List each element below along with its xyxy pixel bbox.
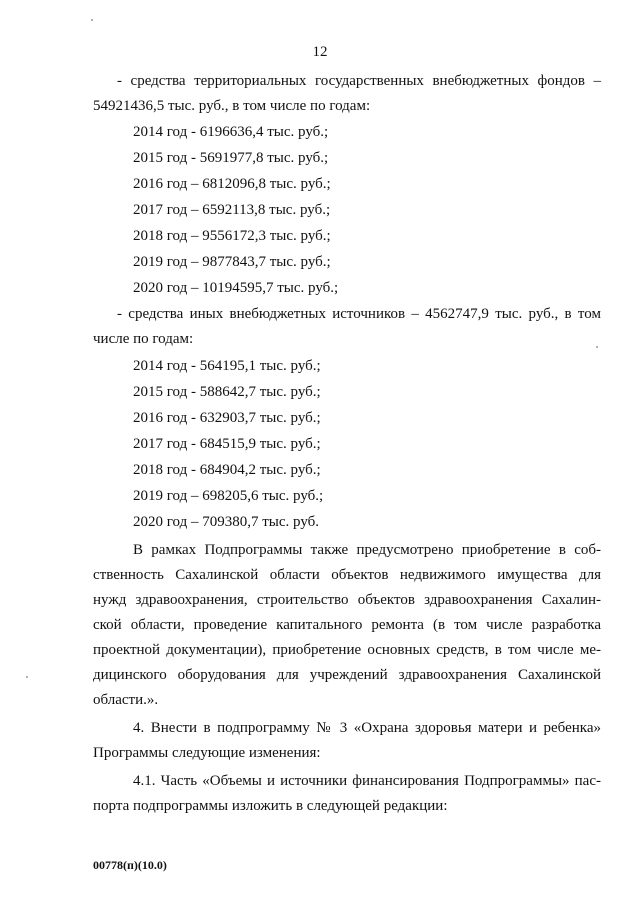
- block2-year-line: 2015 год - 588642,7 тыс. руб.;: [133, 384, 321, 400]
- block1-year-line: 2018 год – 9556172,3 тыс. руб.;: [133, 228, 331, 244]
- block2-intro-line1: - средства иных внебюджетных источников – 4562747,9 тыс. руб., в том: [117, 306, 601, 322]
- block1-year-line: 2015 год - 5691977,8 тыс. руб.;: [133, 150, 329, 166]
- block1-year-line: 2014 год - 6196636,4 тыс. руб.;: [133, 124, 329, 140]
- scan-speck: [91, 19, 93, 21]
- paragraph-line: области.».: [93, 692, 159, 708]
- block2-year-line: 2020 год – 709380,7 тыс. руб.: [133, 514, 320, 530]
- block2-year-line: 2017 год - 684515,9 тыс. руб.;: [133, 436, 321, 452]
- scan-speck: [26, 676, 28, 678]
- paragraph-line: В рамках Подпрограммы также предусмотрено приобретение в соб-: [133, 542, 601, 558]
- block2-year-line: 2016 год - 632903,7 тыс. руб.;: [133, 410, 321, 426]
- item41-line: 4.1. Часть «Объемы и источники финансирования Подпрограммы» пас-: [133, 773, 601, 789]
- block1-year-line: 2017 год – 6592113,8 тыс. руб.;: [133, 202, 331, 218]
- block1-year-line: 2020 год – 10194595,7 тыс. руб.;: [133, 280, 339, 296]
- paragraph-line: нужд здравоохранения, строительство объектов здравоохранения Сахалин-: [93, 592, 601, 608]
- block1-intro-line1: - средства территориальных государственных внебюджетных фондов –: [117, 73, 601, 89]
- block2-year-line: 2019 год – 698205,6 тыс. руб.;: [133, 488, 324, 504]
- paragraph-line: ской области, проведение капитального ремонта (в том числе разработка: [93, 617, 601, 633]
- paragraph-line: дицинского оборудования для учреждений здравоохранения Сахалинской: [93, 667, 601, 683]
- block1-year-line: 2019 год – 9877843,7 тыс. руб.;: [133, 254, 331, 270]
- item4-line: 4. Внести в подпрограмму № 3 «Охрана здоровья матери и ребенка»: [133, 720, 601, 736]
- paragraph-line: проектной документации), приобретение основных средств, в том числе ме-: [93, 642, 601, 658]
- page-number: 12: [312, 44, 328, 60]
- scan-speck: [596, 346, 598, 348]
- block1-intro-line2: 54921436,5 тыс. руб., в том числе по годам:: [93, 98, 371, 114]
- footer-code: 00778(п)(10.0): [93, 858, 167, 872]
- block2-year-line: 2014 год - 564195,1 тыс. руб.;: [133, 358, 321, 374]
- paragraph-line: ственность Сахалинской области объектов недвижимого имущества для: [93, 567, 601, 583]
- block1-year-line: 2016 год – 6812096,8 тыс. руб.;: [133, 176, 331, 192]
- item4-line: Программы следующие изменения:: [93, 745, 321, 761]
- block2-year-line: 2018 год - 684904,2 тыс. руб.;: [133, 462, 321, 478]
- block2-intro-line2: числе по годам:: [93, 331, 194, 347]
- item41-line: порта подпрограммы изложить в следующей редакции:: [93, 798, 448, 814]
